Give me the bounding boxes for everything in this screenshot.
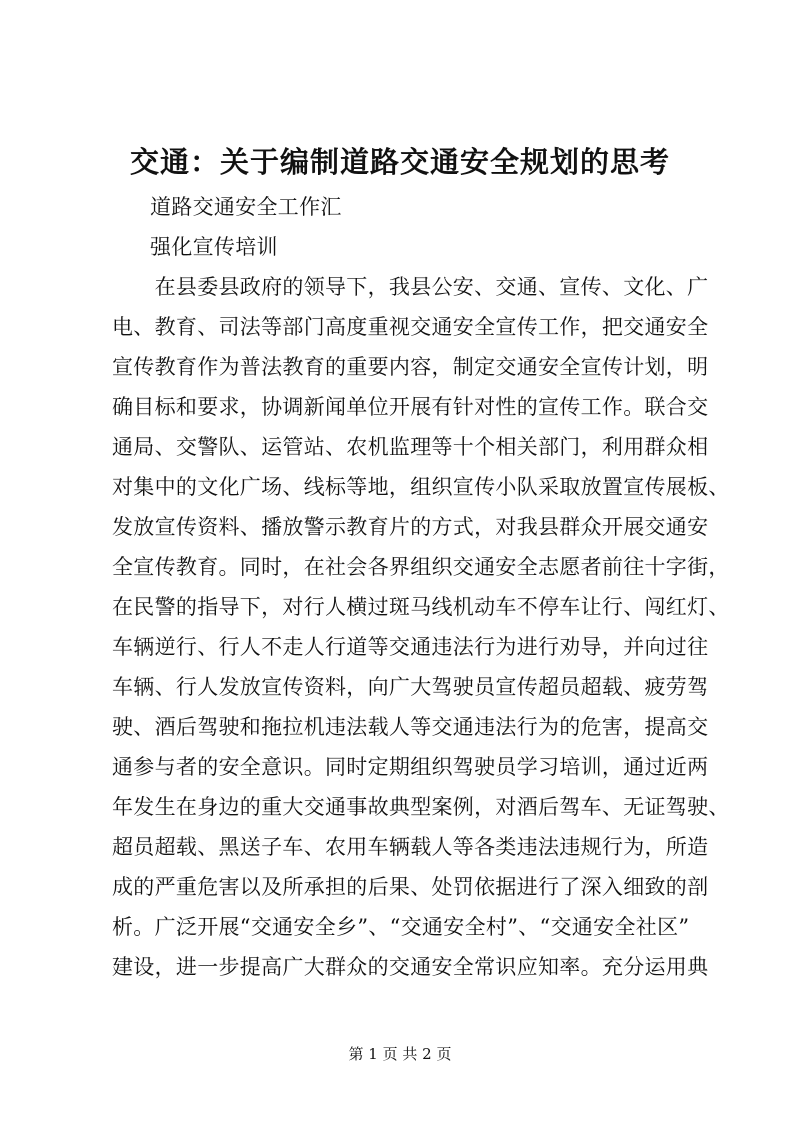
body-line: 车辆、行人发放宣传资料，向广大驾驶员宣传超员超载、疲劳驾 bbox=[112, 675, 709, 699]
body-line: 发放宣传资料、播放警示教育片的方式，对我县群众开展交通安 bbox=[112, 515, 709, 539]
body-line: 在民警的指导下，对行人横过斑马线机动车不停车让行、闯红灯、 bbox=[112, 595, 730, 619]
body-line: 析。广泛开展“交通安全乡”、“交通安全村”、“交通安全社区” bbox=[112, 915, 690, 939]
subheading-work-summary: 道路交通安全工作汇 bbox=[150, 195, 342, 219]
body-line: 对集中的文化广场、线标等地，组织宣传小队采取放置宣传展板、 bbox=[112, 475, 730, 499]
body-line: 车辆逆行、行人不走人行道等交通违法行为进行劝导，并向过往 bbox=[112, 635, 709, 659]
body-line: 电、教育、司法等部门高度重视交通安全宣传工作，把交通安全 bbox=[112, 315, 709, 339]
body-line: 确目标和要求，协调新闻单位开展有针对性的宣传工作。联合交 bbox=[112, 395, 709, 419]
body-line: 宣传教育作为普法教育的重要内容，制定交通安全宣传计划，明 bbox=[112, 355, 709, 379]
body-line: 通局、交警队、运管站、农机监理等十个相关部门，利用群众相 bbox=[112, 435, 709, 459]
body-line: 成的严重危害以及所承担的后果、处罚依据进行了深入细致的剖 bbox=[112, 875, 709, 899]
page-footer: 第 1 页 共 2 页 bbox=[348, 1045, 452, 1063]
body-line: 建设，进一步提高广大群众的交通安全常识应知率。充分运用典 bbox=[112, 955, 709, 979]
body-line: 超员超载、黑送子车、农用车辆载人等各类违法违规行为，所造 bbox=[112, 835, 709, 859]
body-line: 在县委县政府的领导下，我县公安、交通、宣传、文化、广 bbox=[112, 275, 709, 299]
body-line: 年发生在身边的重大交通事故典型案例，对酒后驾车、无证驾驶、 bbox=[112, 795, 730, 819]
body-line: 通参与者的安全意识。同时定期组织驾驶员学习培训，通过近两 bbox=[112, 755, 709, 779]
document-title: 交通：关于编制道路交通安全规划的思考 bbox=[129, 145, 670, 179]
subheading-publicity-training: 强化宣传培训 bbox=[150, 235, 278, 259]
body-line: 全宣传教育。同时，在社会各界组织交通安全志愿者前往十字街， bbox=[112, 555, 730, 579]
body-line: 驶、酒后驾驶和拖拉机违法载人等交通违法行为的危害，提高交 bbox=[112, 715, 709, 739]
